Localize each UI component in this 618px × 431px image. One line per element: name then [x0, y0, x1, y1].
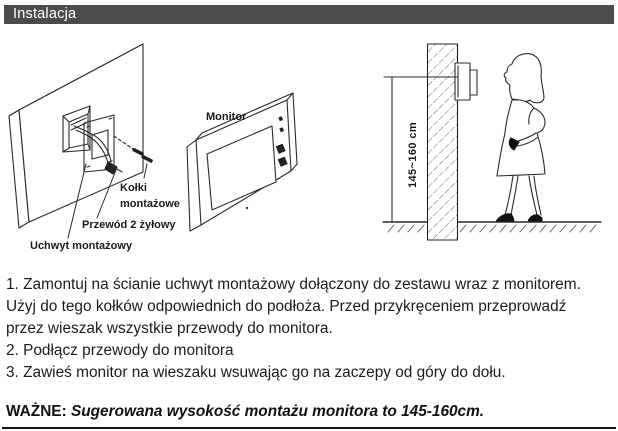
person-shoe-front [496, 214, 514, 222]
dimension-label: 145~160 cm [407, 121, 419, 188]
height-diagram [383, 44, 601, 240]
ground-line [383, 222, 601, 232]
mounting-bracket [84, 115, 114, 172]
installation-diagrams [0, 38, 618, 270]
label-mount: Uchwyt montażowy [30, 240, 133, 252]
instruction-line: 1. Zamontuj na ścianie uchwyt montażowy dołączony do zestawu wraz z monitorem. [6, 276, 581, 293]
label-monitor: Monitor [206, 111, 247, 123]
person-legs [505, 176, 541, 215]
section-title: Instalacja [13, 6, 77, 22]
label-wire: Przewód 2 żyłowy [82, 219, 176, 231]
label-pins-line1: Kołki [120, 182, 147, 194]
important-note [6, 403, 612, 421]
person-illustration [496, 54, 545, 222]
wall-mounted-monitor [455, 63, 477, 100]
person-head [504, 54, 544, 103]
instruction-line: 2. Podłącz przewody do monitora [6, 342, 234, 359]
bracket-diagram [9, 44, 180, 252]
important-note-text: Sugerowana wysokość montażu monitora to 145-160cm. [70, 403, 485, 420]
section-header-bar [4, 5, 614, 24]
monitor-diagram [187, 93, 297, 231]
important-note-label: WAŻNE: [6, 403, 67, 420]
instruction-line: przez wieszak wszystkie przewody do monitora. [6, 320, 333, 337]
wall-column [428, 44, 458, 240]
label-pins-line2: montażowe [120, 198, 180, 210]
instructions-text [6, 274, 612, 384]
instruction-line: 3. Zawieś monitor na wieszaku wsuwając go na zaczepy od góry do dołu. [6, 364, 506, 381]
person-dress [497, 100, 545, 176]
bottom-divider [2, 427, 616, 429]
instruction-line: Użyj do tego kołków odpowiednich do podłoża. Przed przykręceniem przeprowadź [6, 298, 567, 315]
person-shoe-back [528, 215, 542, 222]
